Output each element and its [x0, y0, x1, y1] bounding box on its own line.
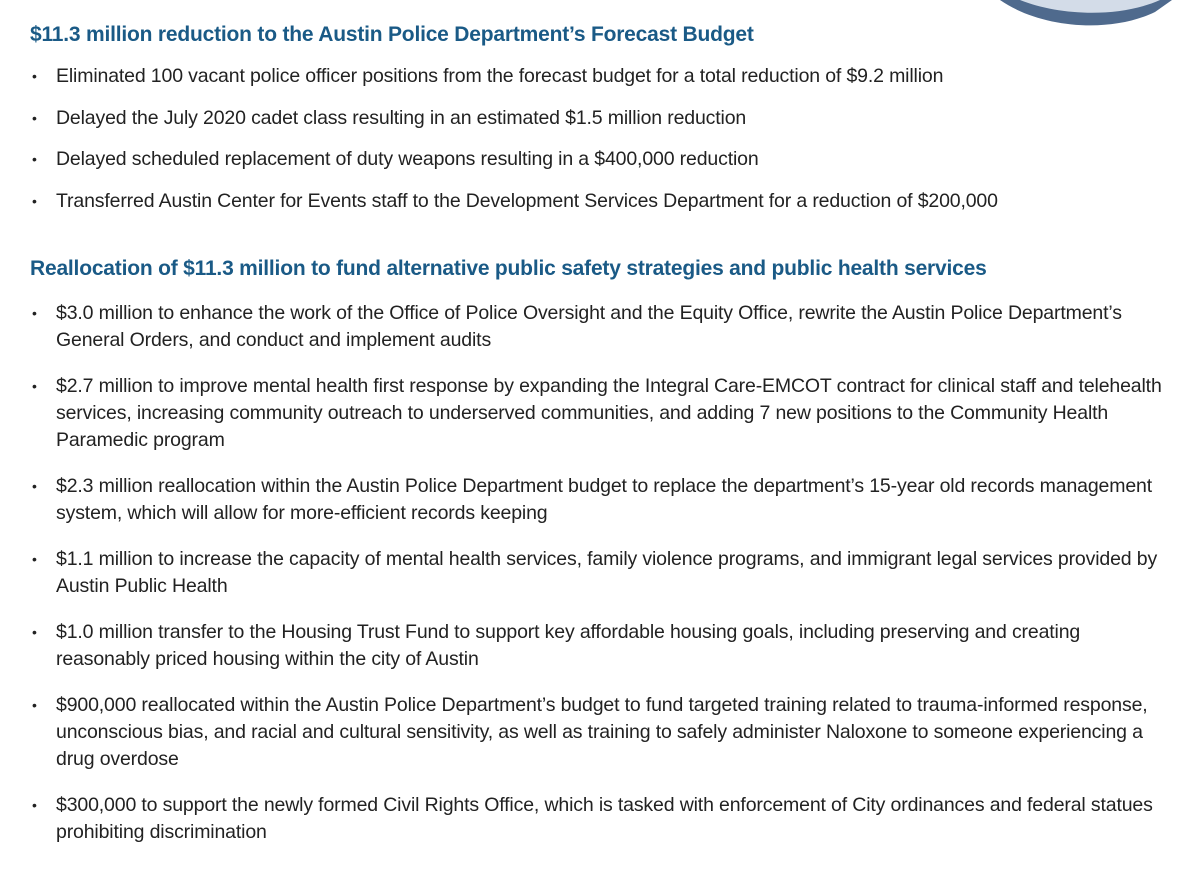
bullet-marker: •	[32, 68, 37, 84]
bullet-marker: •	[32, 478, 37, 494]
list-item-text: $300,000 to support the newly formed Civil Rights Office, which is tasked with enforcement of City ordinances and federal statues prohibiting discrimination	[56, 794, 1153, 843]
section-heading-reallocation: Reallocation of $11.3 million to fund alternative public safety strategies and public health services	[30, 257, 987, 280]
bullet-marker: •	[32, 624, 37, 640]
bullet-marker: •	[32, 305, 37, 321]
bullet-marker: •	[32, 378, 37, 394]
list-item-text: $1.1 million to increase the capacity of mental health services, family violence programs, and immigrant legal services provided by Austin Public Health	[56, 548, 1158, 597]
bullet-marker: •	[32, 797, 37, 813]
bullet-marker: •	[32, 151, 37, 167]
list-item-text: $2.7 million to improve mental health first response by expanding the Integral Care-EMCOT contract for clinical staff and telehealth services, increasing community outreach to underserved communities, and adding 7 new positions to the Community Health Paramedic program	[56, 375, 1162, 451]
list-item-text: $900,000 reallocated within the Austin Police Department’s budget to fund targeted training related to trauma-informed response, unconscious bias, and racial and cultural sensitivity, as well as training to safely administer Naloxone to someone experiencing a drug overdose	[56, 694, 1148, 770]
bullet-marker: •	[32, 193, 37, 209]
list-item-text: $2.3 million reallocation within the Austin Police Department budget to replace the department’s 15-year old records management system, which will allow for more-efficient records keeping	[56, 475, 1152, 524]
list-item-text: Delayed scheduled replacement of duty weapons resulting in a $400,000 reduction	[56, 148, 759, 170]
list-item-text: $3.0 million to enhance the work of the Office of Police Oversight and the Equity Office, rewrite the Austin Police Department’s General Orders, and conduct and implement audits	[56, 302, 1122, 351]
list-item-text: Delayed the July 2020 cadet class resulting in an estimated $1.5 million reduction	[56, 107, 747, 129]
list-item-text: $1.0 million transfer to the Housing Trust Fund to support key affordable housing goals, including preserving and creating reasonably priced housing within the city of Austin	[56, 621, 1081, 670]
section-heading-reduction: $11.3 million reduction to the Austin Police Department’s Forecast Budget	[30, 23, 754, 46]
bullet-marker: •	[32, 110, 37, 126]
list-item-text: Transferred Austin Center for Events staff to the Development Services Department for a reduction of $200,000	[56, 190, 998, 212]
list-item-text: Eliminated 100 vacant police officer positions from the forecast budget for a total reduction of $9.2 million	[56, 65, 944, 87]
corner-swoosh-decoration	[940, 0, 1200, 70]
bullet-marker: •	[32, 551, 37, 567]
bullet-marker: •	[32, 697, 37, 713]
